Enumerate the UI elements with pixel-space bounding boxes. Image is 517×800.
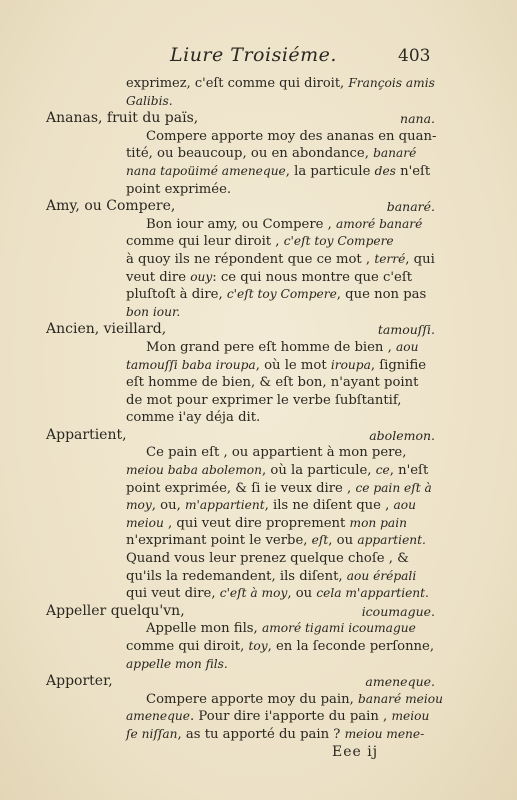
- text-line: meiou baba abolemon, où la particule, ce, n'eſt: [126, 463, 429, 479]
- text-line: moy, ou, m'appartient, ils ne diſent que , aou: [126, 498, 416, 514]
- text-line: eſt homme de bien, & eſt bon, n'ayant point: [126, 375, 419, 391]
- entry-word: nana.: [400, 111, 435, 127]
- text-line: tamouſſi baba iroupa, où le mot iroupa, ſignifie: [126, 357, 427, 373]
- entry-word: icoumague.: [361, 603, 435, 619]
- text-line: comme qui leur diroit , c'eſt toy Compere: [126, 234, 394, 250]
- text-line: Appelle mon fils, amoré tigami icoumague: [146, 621, 416, 637]
- text-line: n'exprimant point le verbe, eſt, ou appartient.: [126, 533, 426, 549]
- text-line: bon iour.: [126, 304, 181, 319]
- text-line: comme qui diroit, toy, en la ſeconde perſonne,: [126, 639, 435, 654]
- entry-headword-line: [0, 198, 517, 216]
- signature-mark: Eee ij: [332, 743, 379, 760]
- text-line: Quand vous leur prenez quelque choſe , &: [126, 551, 409, 567]
- entry-headword-line: [0, 427, 517, 445]
- text-line: point exprimée.: [126, 181, 232, 197]
- text-line: Compere apporte moy du pain, banaré meiou: [146, 691, 443, 707]
- text-line: point exprimée, & ſi ie veux dire , ce pain eſt à: [126, 480, 432, 496]
- running-title: Liure Troisiéme.: [170, 44, 337, 66]
- entry-term: Appeller quelqu'vn,: [46, 602, 185, 619]
- entry-word: ameneque.: [365, 674, 435, 690]
- entry-headword-line: [0, 673, 517, 691]
- entry-word: tamouſſi.: [377, 322, 435, 338]
- text-line: à quoy ils ne répondent que ce mot , terré, qui: [126, 251, 435, 267]
- text-line: Mon grand pere eſt homme de bien , aou: [146, 339, 419, 355]
- text-line: qu'ils la redemandent, ils diſent, aou érépali: [126, 568, 417, 584]
- entry-headword-line: [0, 321, 517, 339]
- entry-term: Amy, ou Compere,: [46, 198, 176, 215]
- text-line: exprimez, c'eſt comme qui diroit, François amis: [126, 76, 435, 91]
- text-line: qui veut dire, c'eſt à moy, ou cela m'appartient.: [126, 586, 429, 602]
- text-line: nana tapoüimé ameneque, la particule des n'eſt: [126, 163, 431, 179]
- text-line: meiou , qui veut dire proprement mon pain: [126, 515, 407, 531]
- page-number: 403: [398, 46, 431, 66]
- text-line: comme i'ay déja dit.: [126, 410, 261, 426]
- text-line: Galibis.: [126, 93, 173, 108]
- text-line: ſe niſſan, as tu apporté du pain ? meiou mene-: [126, 726, 425, 742]
- entry-term: Ananas, fruit du païs,: [46, 110, 199, 127]
- entry-word: abolemon.: [369, 427, 435, 443]
- entry-term: Apporter,: [46, 673, 113, 690]
- entry-term: Ancien, vieillard,: [46, 321, 167, 338]
- entry-word: banaré.: [386, 199, 435, 215]
- text-line: Bon iour amy, ou Compere , amoré banaré: [146, 216, 423, 232]
- entry-headword-line: [0, 603, 517, 621]
- text-line: tité, ou beaucoup, ou en abondance, banaré: [126, 146, 417, 162]
- entry-term: Appartient,: [46, 426, 127, 443]
- text-line: Ce pain eſt , ou appartient à mon pere,: [146, 445, 407, 461]
- text-line: Compere apporte moy des ananas en quan-: [146, 128, 437, 144]
- entry-headword-line: [0, 110, 517, 128]
- text-line: appelle mon fils.: [126, 656, 228, 671]
- signature-line: [0, 744, 517, 762]
- text-line: pluſtoſt à dire, c'eſt toy Compere, que non pas: [126, 287, 427, 303]
- text-line: de mot pour exprimer le verbe ſubſtantif,: [126, 392, 402, 408]
- text-line: veut dire ouy: ce qui nous montre que c'eſt: [126, 269, 412, 285]
- text-line: ameneque. Pour dire i'apporte du pain , meiou: [126, 709, 430, 725]
- dictionary-text: [0, 75, 517, 761]
